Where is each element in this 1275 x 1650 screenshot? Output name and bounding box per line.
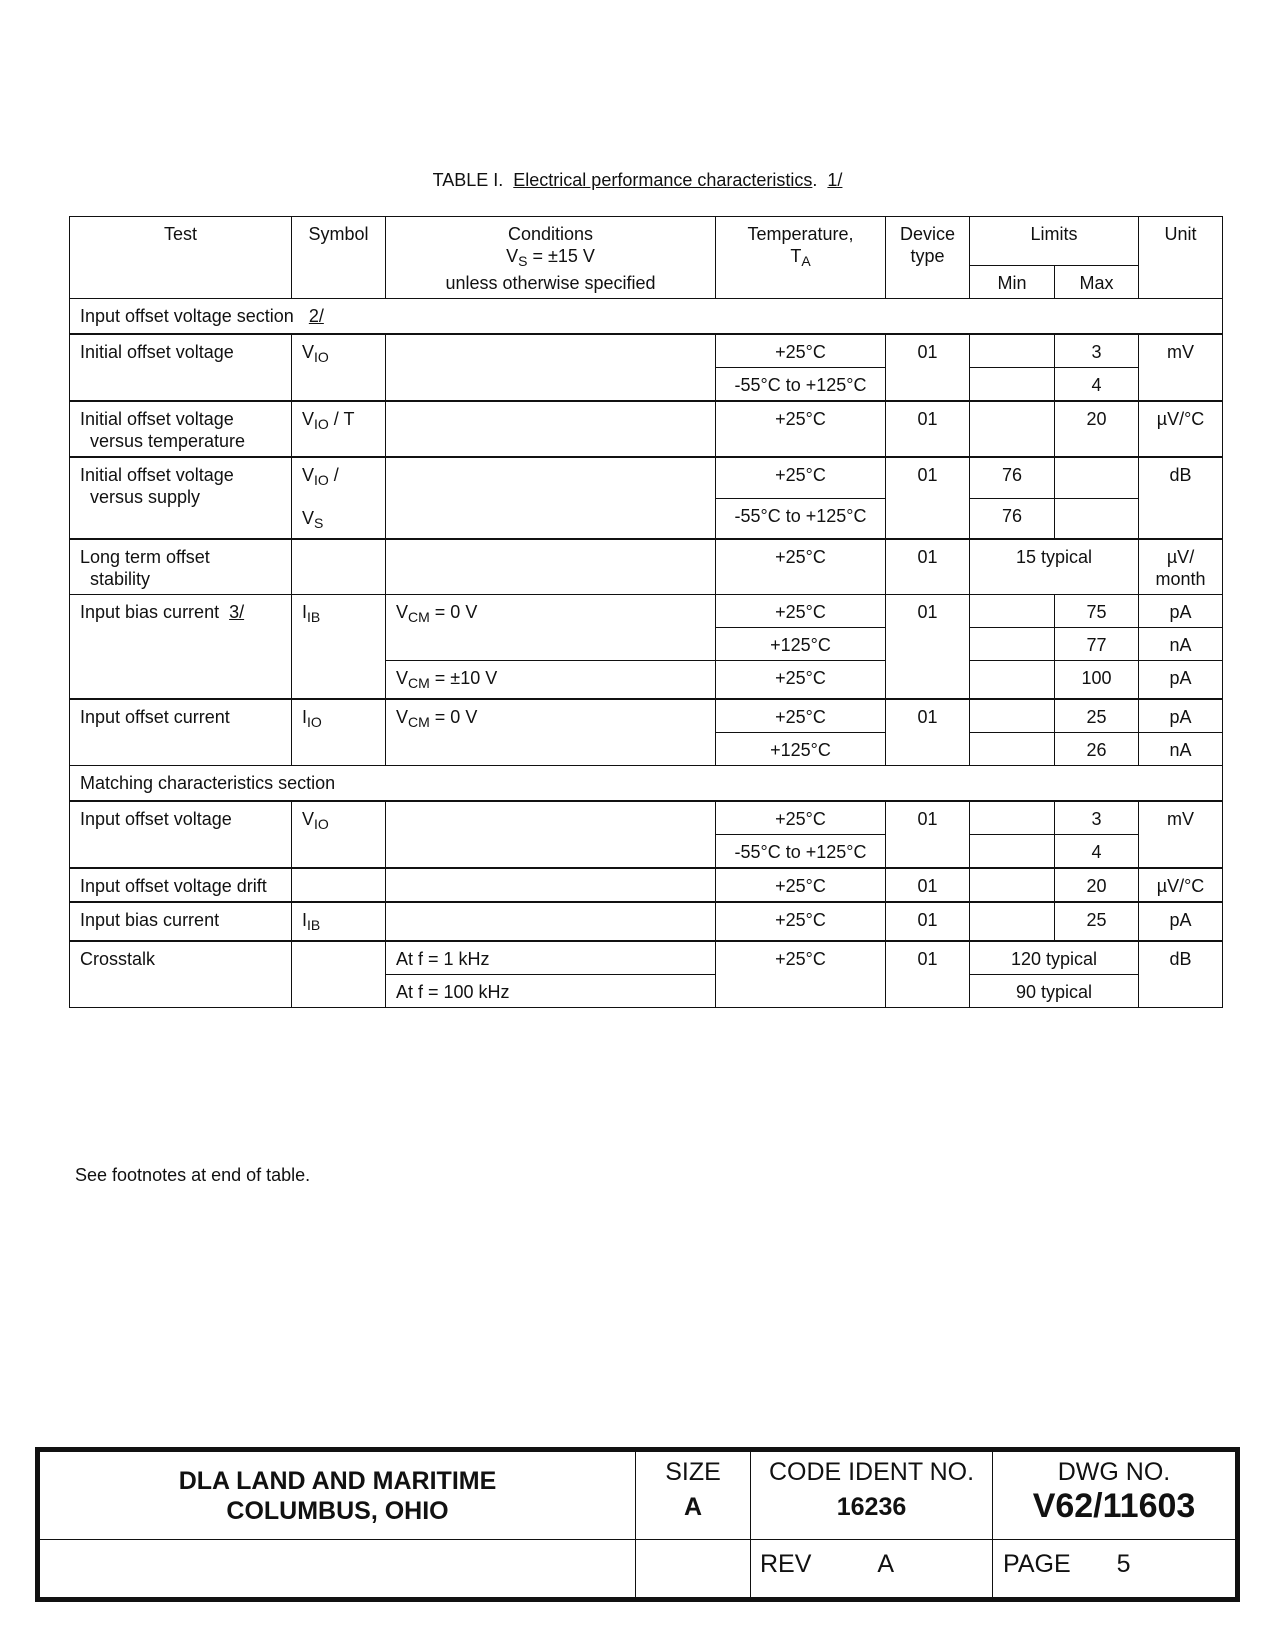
test-name: Initial offset voltage versus temperature [70, 401, 292, 457]
symbol: $V_{IO}$ / $V_S$ [292, 457, 386, 539]
temperature: +25°C [716, 539, 886, 595]
unit: pA [1139, 902, 1223, 941]
header-symbol: Symbol [292, 217, 386, 299]
limit-typical: 120 typical [970, 941, 1139, 975]
limit-typical: 90 typical [970, 975, 1139, 1008]
symbol: $I_{IB}$ [292, 902, 386, 941]
device-type: 01 [886, 941, 970, 1008]
unit: µV/ month [1139, 539, 1223, 595]
limit-min [970, 595, 1055, 628]
conditions: At f = 1 kHz [386, 941, 716, 975]
header-device-type: Device type [886, 217, 970, 299]
limit-max: 26 [1055, 733, 1139, 766]
conditions: $V_{CM} = \pm 10$ V [386, 661, 716, 700]
symbol: $V_{IO}$ / T [292, 401, 386, 457]
limit-max: 4 [1055, 835, 1139, 869]
symbol [292, 868, 386, 902]
symbol: $I_{IB}$ [292, 595, 386, 700]
test-name: Input bias current 3/ [70, 595, 292, 700]
size-cell: SIZE A [665, 1458, 721, 1521]
device-type: 01 [886, 699, 970, 766]
device-type: 01 [886, 457, 970, 539]
unit: µV/°C [1139, 868, 1223, 902]
test-name: Crosstalk [70, 941, 292, 1008]
unit: pA [1139, 661, 1223, 700]
temperature: +25°C [716, 941, 886, 1008]
limit-min [970, 733, 1055, 766]
limit-max: 25 [1055, 902, 1139, 941]
limit-min: 76 [970, 457, 1055, 498]
unit: pA [1139, 595, 1223, 628]
conditions [386, 801, 716, 868]
temperature: +125°C [716, 628, 886, 661]
temperature: -55°C to +125°C [716, 498, 886, 539]
header-row [70, 217, 1223, 266]
limit-max [1055, 498, 1139, 539]
temperature: -55°C to +125°C [716, 368, 886, 402]
header-limits: Limits [970, 217, 1139, 266]
table-row [70, 334, 1223, 368]
limit-max: 100 [1055, 661, 1139, 700]
limit-min [970, 902, 1055, 941]
header-test: Test [70, 217, 292, 299]
conditions [386, 868, 716, 902]
symbol: $I_{IO}$ [292, 699, 386, 766]
unit: µV/°C [1139, 401, 1223, 457]
conditions [386, 902, 716, 941]
header-conditions: Conditions $V_S = \pm 15$ V unless otherwise specified [386, 217, 716, 299]
conditions: $V_{CM} = 0$ V [386, 595, 716, 661]
limit-max: 3 [1055, 334, 1139, 368]
header-unit: Unit [1139, 217, 1223, 299]
header-temperature: Temperature, $T_A$ [716, 217, 886, 299]
temperature: +25°C [716, 699, 886, 733]
footnote-text: See footnotes at end of table. [75, 1165, 311, 1185]
device-type: 01 [886, 334, 970, 401]
device-type: 01 [886, 902, 970, 941]
conditions: At f = 100 kHz [386, 975, 716, 1008]
limit-max: 20 [1055, 401, 1139, 457]
temperature: +25°C [716, 401, 886, 457]
table-row [70, 401, 1223, 457]
limit-min [970, 801, 1055, 835]
dwg-no-cell: DWG NO. V62/11603 [1032, 1458, 1196, 1525]
limit-min [970, 401, 1055, 457]
symbol: $V_{IO}$ [292, 334, 386, 401]
symbol [292, 941, 386, 1008]
test-name: Input offset voltage drift [70, 868, 292, 902]
symbol [292, 539, 386, 595]
limit-max: 4 [1055, 368, 1139, 402]
electrical-characteristics-table [69, 216, 1223, 1008]
conditions: $V_{CM} = 0$ V [386, 699, 716, 766]
code-ident-cell: CODE IDENT NO. 16236 [768, 1458, 975, 1521]
header-max: Max [1055, 266, 1139, 299]
test-name: Initial offset voltage versus supply [70, 457, 292, 539]
conditions [386, 401, 716, 457]
temperature: -55°C to +125°C [716, 835, 886, 869]
conditions [386, 539, 716, 595]
limit-min: 76 [970, 498, 1055, 539]
limit-min [970, 628, 1055, 661]
section-input-offset: Input offset voltage section 2/ [70, 299, 1223, 335]
unit: mV [1139, 801, 1223, 868]
test-name: Input offset current [70, 699, 292, 766]
limit-min [970, 868, 1055, 902]
table-row [70, 941, 1223, 975]
table-row [70, 868, 1223, 902]
limit-max: 75 [1055, 595, 1139, 628]
temperature: +25°C [716, 868, 886, 902]
table-row [70, 595, 1223, 628]
conditions [386, 457, 716, 539]
table-title-prefix: TABLE I. [432, 170, 504, 190]
section-matching: Matching characteristics section [70, 766, 1223, 802]
temperature: +25°C [716, 334, 886, 368]
unit: pA [1139, 699, 1223, 733]
rev-cell: REV A [760, 1550, 895, 1578]
table-title [0, 170, 1275, 191]
temperature: +25°C [716, 457, 886, 498]
limit-min [970, 368, 1055, 402]
table-row [70, 539, 1223, 595]
limit-min [970, 334, 1055, 368]
unit: nA [1139, 733, 1223, 766]
unit: nA [1139, 628, 1223, 661]
conditions [386, 334, 716, 401]
temperature: +25°C [716, 661, 886, 700]
unit: mV [1139, 334, 1223, 401]
unit: dB [1139, 941, 1223, 1008]
page-cell: PAGE 5 [1003, 1550, 1131, 1578]
temperature: +25°C [716, 595, 886, 628]
title-block [35, 1447, 1240, 1602]
device-type: 01 [886, 539, 970, 595]
test-name: Input offset voltage [70, 801, 292, 868]
header-min: Min [970, 266, 1055, 299]
table-row [70, 457, 1223, 498]
symbol: $V_{IO}$ [292, 801, 386, 868]
device-type: 01 [886, 868, 970, 902]
table-row [70, 902, 1223, 941]
limit-max: 20 [1055, 868, 1139, 902]
table-row [70, 801, 1223, 835]
temperature: +125°C [716, 733, 886, 766]
test-name: Initial offset voltage [70, 334, 292, 401]
table-title-period: . [812, 170, 818, 190]
device-type: 01 [886, 595, 970, 700]
table-title-caption: Electrical performance characteristics [513, 170, 813, 190]
limit-typical: 15 typical [970, 539, 1139, 595]
limit-min [970, 661, 1055, 700]
test-name: Long term offset stability [70, 539, 292, 595]
section-row [70, 299, 1223, 335]
temperature: +25°C [716, 902, 886, 941]
limit-max: 25 [1055, 699, 1139, 733]
device-type: 01 [886, 801, 970, 868]
limit-max: 3 [1055, 801, 1139, 835]
agency-name: DLA LAND AND MARITIME COLUMBUS, OHIO [178, 1467, 497, 1525]
limit-min [970, 835, 1055, 869]
limit-max [1055, 457, 1139, 498]
limit-min [970, 699, 1055, 733]
limit-max: 77 [1055, 628, 1139, 661]
section-row [70, 766, 1223, 802]
temperature: +25°C [716, 801, 886, 835]
test-name: Input bias current [70, 902, 292, 941]
device-type: 01 [886, 401, 970, 457]
unit: dB [1139, 457, 1223, 539]
table-row [70, 699, 1223, 733]
table-title-footnote-ref: 1/ [827, 170, 843, 190]
